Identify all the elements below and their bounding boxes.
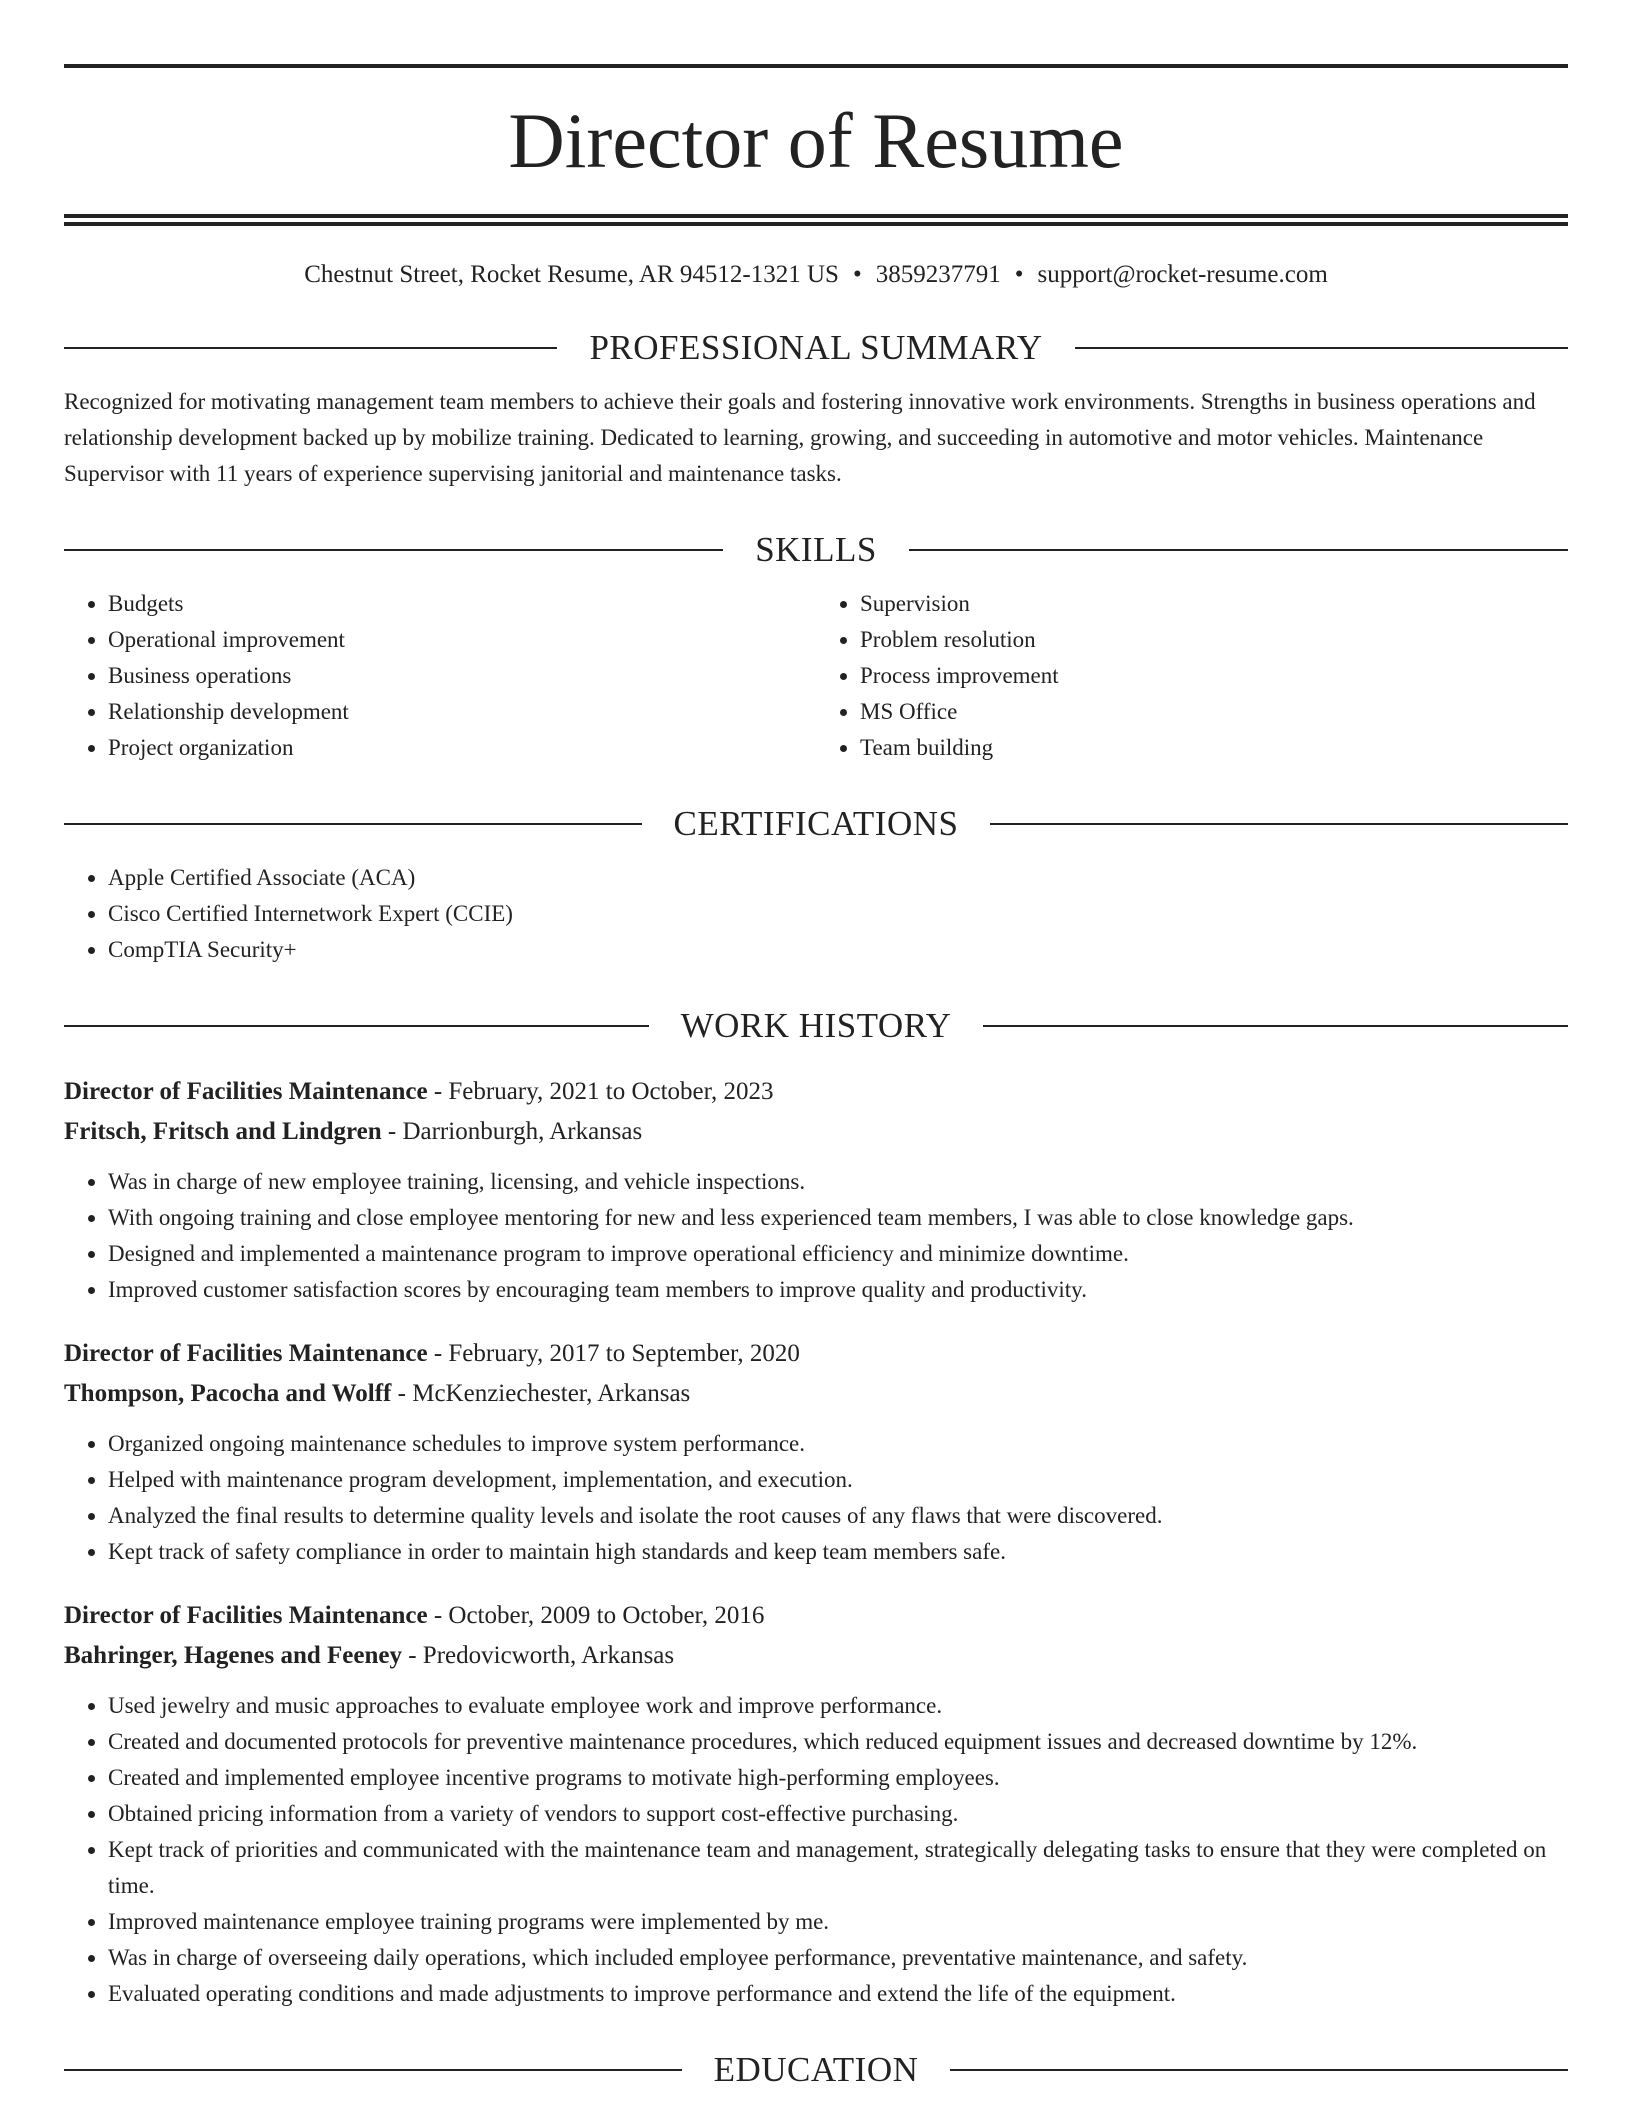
job-dates: - February, 2021 to October, 2023 [427, 1078, 774, 1105]
job-bullet: • Kept track of priorities and communicated with the maintenance team and management, strategically delegating tasks to ensure that they were completed on time. [108, 1832, 1568, 1904]
heading-rule [64, 1025, 649, 1027]
job-bullet: • Kept track of safety compliance in order to maintain high standards and keep team members safe. [108, 1534, 1568, 1570]
job-bullet: • Improved maintenance employee training programs were implemented by me. [108, 1904, 1568, 1940]
job-bullet: • Was in charge of overseeing daily operations, which included employee performance, preventative maintenance, and safety. [108, 1940, 1568, 1976]
job-bullet: • Evaluated operating conditions and made adjustments to improve performance and extend the life of the equipment. [108, 1976, 1568, 2012]
job-entry [64, 1072, 1568, 1308]
contact-separator: • [852, 261, 862, 288]
section-title: PROFESSIONAL SUMMARY [589, 328, 1043, 367]
section-heading-summary [64, 328, 1568, 368]
certification-item: • Apple Certified Associate (ACA) [108, 860, 1568, 896]
job-title-line [64, 1334, 1568, 1374]
section-title: EDUCATION [713, 2050, 919, 2089]
section-heading-education [64, 2050, 1568, 2090]
job-location: - McKenziechester, Arkansas [391, 1380, 691, 1407]
skill-item: • Operational improvement [108, 622, 816, 658]
skill-item: • Budgets [108, 586, 816, 622]
skill-item: • Business operations [108, 658, 816, 694]
job-bullet: • Created and documented protocols for preventive maintenance procedures, which reduced equipment issues and decreased downtime by 12%. [108, 1724, 1568, 1760]
job-entry [64, 1596, 1568, 2012]
heading-rule [64, 823, 642, 825]
job-company: Thompson, Pacocha and Wolff [64, 1380, 392, 1407]
job-bullet: • Helped with maintenance program development, implementation, and execution. [108, 1462, 1568, 1498]
job-location: - Darrionburgh, Arkansas [381, 1118, 643, 1145]
skill-item: • Team building [860, 730, 1568, 766]
job-company: Bahringer, Hagenes and Feeney [64, 1642, 402, 1669]
heading-rule [64, 2069, 682, 2071]
job-bullet: • Organized ongoing maintenance schedules to improve system performance. [108, 1426, 1568, 1462]
heading-rule [64, 347, 557, 349]
section-title: CERTIFICATIONS [673, 804, 959, 843]
skills-list-left [64, 586, 816, 766]
contact-email: support@rocket-resume.com [1037, 261, 1328, 288]
job-company: Fritsch, Fritsch and Lindgren [64, 1118, 382, 1145]
job-bullet: • Improved customer satisfaction scores by encouraging team members to improve quality and productivity. [108, 1272, 1568, 1308]
summary-text: Recognized for motivating management team members to achieve their goals and fostering innovative work environments. Strengths in business operations and relationship development backed up by mobilize training. Dedicated to learning, growing, and succeeding in automotive and motor vehicles. Maintenance Supervisor with 11 years of experience supervising janitorial and maintenance tasks. [64, 389, 1536, 486]
skill-item: • Project organization [108, 730, 816, 766]
section-title: SKILLS [755, 530, 877, 569]
contact-address: Chestnut Street, Rocket Resume, AR 94512-1321 US [304, 261, 839, 288]
job-title-line [64, 1596, 1568, 1636]
heading-rule [950, 2069, 1568, 2071]
section-heading-certifications [64, 804, 1568, 844]
heading-rule [1075, 347, 1568, 349]
job-bullets [64, 1688, 1568, 2012]
skill-item: • Relationship development [108, 694, 816, 730]
certification-item: • Cisco Certified Internetwork Expert (CCIE) [108, 896, 1568, 932]
job-company-line [64, 1636, 1568, 1676]
section-heading-work-history [64, 1006, 1568, 1046]
job-title: Director of Facilities Maintenance [64, 1602, 428, 1629]
resume-page [64, 0, 1568, 2090]
section-heading-skills [64, 530, 1568, 570]
heading-rule [990, 823, 1568, 825]
job-bullets [64, 1426, 1568, 1570]
skill-item: • MS Office [860, 694, 1568, 730]
job-bullet: • Used jewelry and music approaches to evaluate employee work and improve performance. [108, 1688, 1568, 1724]
job-company-line [64, 1374, 1568, 1414]
heading-rule [64, 549, 723, 551]
job-company-line [64, 1112, 1568, 1152]
job-title: Director of Facilities Maintenance [64, 1340, 428, 1367]
heading-rule [909, 549, 1568, 551]
job-dates: - October, 2009 to October, 2016 [427, 1602, 765, 1629]
job-location: - Predovicworth, Arkansas [401, 1642, 675, 1669]
contact-line [64, 260, 1568, 290]
job-bullet: • Analyzed the final results to determine quality levels and isolate the root causes of any flaws that were discovered. [108, 1498, 1568, 1534]
job-bullet: • With ongoing training and close employee mentoring for new and less experienced team members, I was able to close knowledge gaps. [108, 1200, 1568, 1236]
section-title: WORK HISTORY [680, 1006, 952, 1045]
certifications-list [64, 860, 1568, 968]
skill-item: • Process improvement [860, 658, 1568, 694]
job-title-line [64, 1072, 1568, 1112]
skill-item: • Problem resolution [860, 622, 1568, 658]
job-bullet: • Obtained pricing information from a variety of vendors to support cost-effective purchasing. [108, 1796, 1568, 1832]
job-bullet: • Created and implemented employee incentive programs to motivate high-performing employees. [108, 1760, 1568, 1796]
job-dates: - February, 2017 to September, 2020 [427, 1340, 800, 1367]
skills-list-right [816, 586, 1568, 766]
skill-item: • Supervision [860, 586, 1568, 622]
job-bullets [64, 1164, 1568, 1308]
top-rule [64, 64, 1568, 68]
job-title: Director of Facilities Maintenance [64, 1078, 428, 1105]
certification-item: • CompTIA Security+ [108, 932, 1568, 968]
page-title: Director of Resume [508, 97, 1124, 184]
contact-separator: • [1014, 261, 1024, 288]
job-entry [64, 1334, 1568, 1570]
job-bullet: • Was in charge of new employee training, licensing, and vehicle inspections. [108, 1164, 1568, 1200]
title-double-rule [64, 214, 1568, 226]
heading-rule [983, 1025, 1568, 1027]
job-bullet: • Designed and implemented a maintenance program to improve operational efficiency and minimize downtime. [108, 1236, 1568, 1272]
contact-phone: 3859237791 [875, 261, 1001, 288]
skills-columns [64, 586, 1568, 766]
